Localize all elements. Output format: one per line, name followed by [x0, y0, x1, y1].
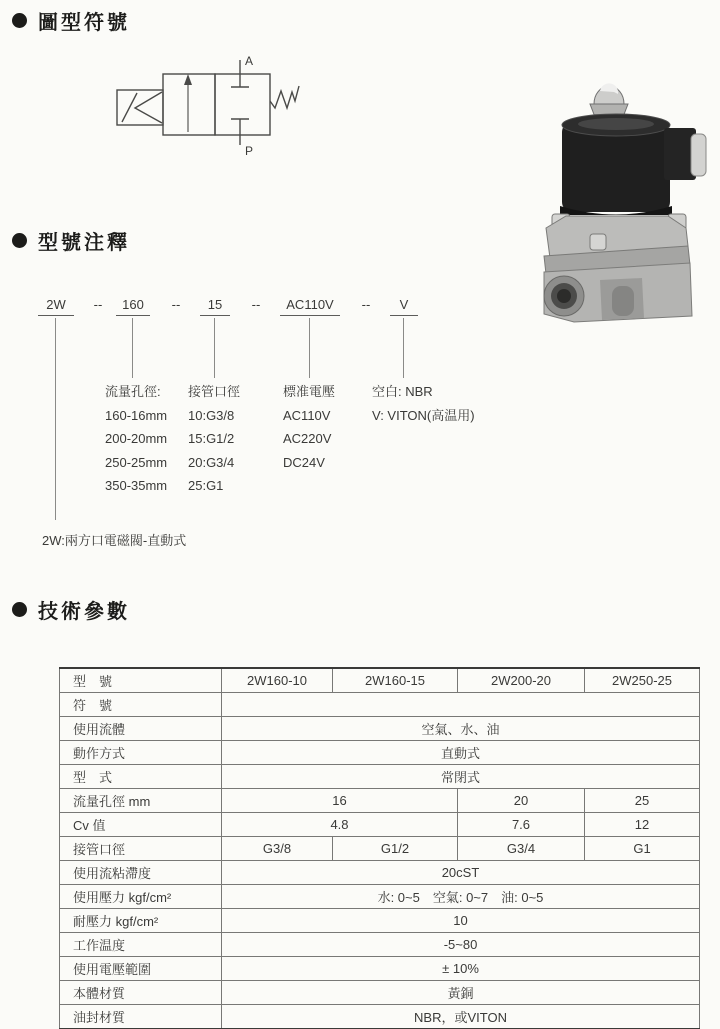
spec-row [60, 861, 700, 885]
spec-row-label: Cv 值 [60, 813, 222, 837]
spec-cell: 7.6 [458, 813, 585, 837]
legend-list-item: 10:G3/8 [188, 407, 235, 423]
legend-list-item: DC24V [283, 454, 325, 470]
spec-row [60, 957, 700, 981]
spec-row-label: 工作温度 [60, 933, 222, 957]
port-p-label: P [245, 144, 254, 158]
section-title: 型號注釋 [38, 232, 130, 254]
spec-row [60, 789, 700, 813]
spec-row [60, 813, 700, 837]
spec-cell: 水: 0~5 空氣: 0~7 油: 0~5 [222, 885, 700, 909]
spec-cell: NBR，或VITON [222, 1005, 700, 1029]
spec-table [59, 667, 700, 1029]
product-photo [530, 58, 720, 324]
spec-cell: 直動式 [222, 741, 700, 765]
spec-cell: ± 10% [222, 957, 700, 981]
spec-cell: 常閉式 [222, 765, 700, 789]
section-bullet-icon [12, 13, 27, 28]
spec-cell: G1 [585, 837, 700, 861]
spec-cell: 12 [585, 813, 700, 837]
spec-cell: -5~80 [222, 933, 700, 957]
spec-row [60, 909, 700, 933]
spec-row [60, 933, 700, 957]
spec-row [60, 668, 700, 693]
spec-cell: G3/8 [222, 837, 333, 861]
legend-column-port [188, 380, 240, 498]
code-orifice: 160 [116, 297, 150, 316]
spec-row-label: 使用電壓範圍 [60, 957, 222, 981]
legend-list-item: 20:G3/4 [188, 454, 235, 470]
legend-column-voltage [283, 380, 335, 474]
spec-row-label: 接管口徑 [60, 837, 222, 861]
spec-cell: 20cST [222, 861, 700, 885]
spec-row-label: 動作方式 [60, 741, 222, 765]
leader-line-voltage [309, 318, 310, 378]
spec-row [60, 981, 700, 1005]
code-seal: V [390, 297, 418, 316]
section-bullet-icon [12, 602, 27, 617]
code-separator: -- [171, 297, 181, 312]
spec-row [60, 885, 700, 909]
legend-list-item: AC220V [283, 431, 332, 446]
legend-list-item: 25:G1 [188, 478, 224, 493]
leader-line-orifice [132, 318, 133, 378]
spec-cell: 2W160-10 [222, 668, 333, 693]
spec-cell: 黃銅 [222, 981, 700, 1005]
spec-cell: 4.8 [222, 813, 458, 837]
spec-row [60, 741, 700, 765]
legend-list-item: AC110V [283, 407, 331, 423]
legend-list-item: 160-16mm [105, 407, 168, 423]
leader-line-seal [403, 318, 404, 378]
spring-symbol [270, 86, 299, 108]
code-separator: -- [251, 297, 261, 312]
spec-table-wrapper [59, 667, 700, 1029]
spec-row-label: 型 號 [60, 668, 222, 693]
legend-list-item: 350-35mm [105, 478, 168, 493]
code-separator: -- [93, 297, 103, 312]
legend-list-item: 15:G1/2 [188, 431, 235, 446]
section-bullet-icon [12, 233, 27, 248]
legend-column-header: 標准電壓 [283, 384, 336, 399]
spec-row-label: 流量孔徑 mm [60, 789, 222, 813]
spec-cell [222, 693, 700, 717]
spec-cell: 2W200-20 [458, 668, 585, 693]
spec-table-body [60, 668, 700, 1029]
legend-column-header: 流量孔徑: [105, 384, 161, 399]
section-header-specs [12, 595, 130, 624]
section-title: 圖型符號 [38, 12, 130, 34]
section-header-model-legend [12, 226, 130, 255]
spec-row-label: 使用流體 [60, 717, 222, 741]
code-voltage: AC110V [280, 297, 340, 316]
spec-cell: G3/4 [458, 837, 585, 861]
spec-cell: 20 [458, 789, 585, 813]
spec-row-label: 使用壓力 kgf/cm² [60, 885, 222, 909]
spec-row-label: 型 式 [60, 765, 222, 789]
section-header-graphic-symbol [12, 6, 130, 35]
legend-list-item: 200-20mm [105, 431, 168, 446]
spec-row [60, 765, 700, 789]
legend-column-header: 空白: NBR [372, 384, 433, 399]
spec-cell: 10 [222, 909, 700, 933]
legend-list-item: V: VITON(高温用) [372, 407, 475, 423]
spec-row-label: 符 號 [60, 693, 222, 717]
spec-row-label: 本體材質 [60, 981, 222, 1005]
legend-column-header: 接管口徑 [188, 384, 241, 399]
legend-column-orifice [105, 380, 167, 498]
spec-row-label: 使用流粘滯度 [60, 861, 222, 885]
code-separator: -- [361, 297, 371, 312]
valve-schematic-diagram [112, 48, 322, 160]
spec-cell: 空氣、水、油 [222, 717, 700, 741]
spec-row [60, 693, 700, 717]
series-note: 2W:兩方口電磁閥-直動式 [42, 533, 187, 548]
spec-row-label: 耐壓力 kgf/cm² [60, 909, 222, 933]
spec-row-label: 油封材質 [60, 1005, 222, 1029]
spec-cell: 25 [585, 789, 700, 813]
leader-line-series [55, 318, 56, 520]
legend-column-seal [372, 380, 475, 427]
spec-row [60, 717, 700, 741]
spec-row [60, 837, 700, 861]
spec-cell: G1/2 [333, 837, 458, 861]
spec-cell: 2W160-15 [333, 668, 458, 693]
arrow-head-icon [184, 74, 192, 85]
code-port: 15 [200, 297, 230, 316]
section-title: 技術參數 [38, 601, 130, 623]
spec-cell: 16 [222, 789, 458, 813]
spec-cell: 2W250-25 [585, 668, 700, 693]
spec-row [60, 1005, 700, 1029]
code-series: 2W [38, 297, 74, 316]
flow-box-closed [215, 74, 270, 135]
leader-line-port [214, 318, 215, 378]
legend-list-item: 250-25mm [105, 454, 168, 470]
port-a-label: A [245, 54, 254, 68]
